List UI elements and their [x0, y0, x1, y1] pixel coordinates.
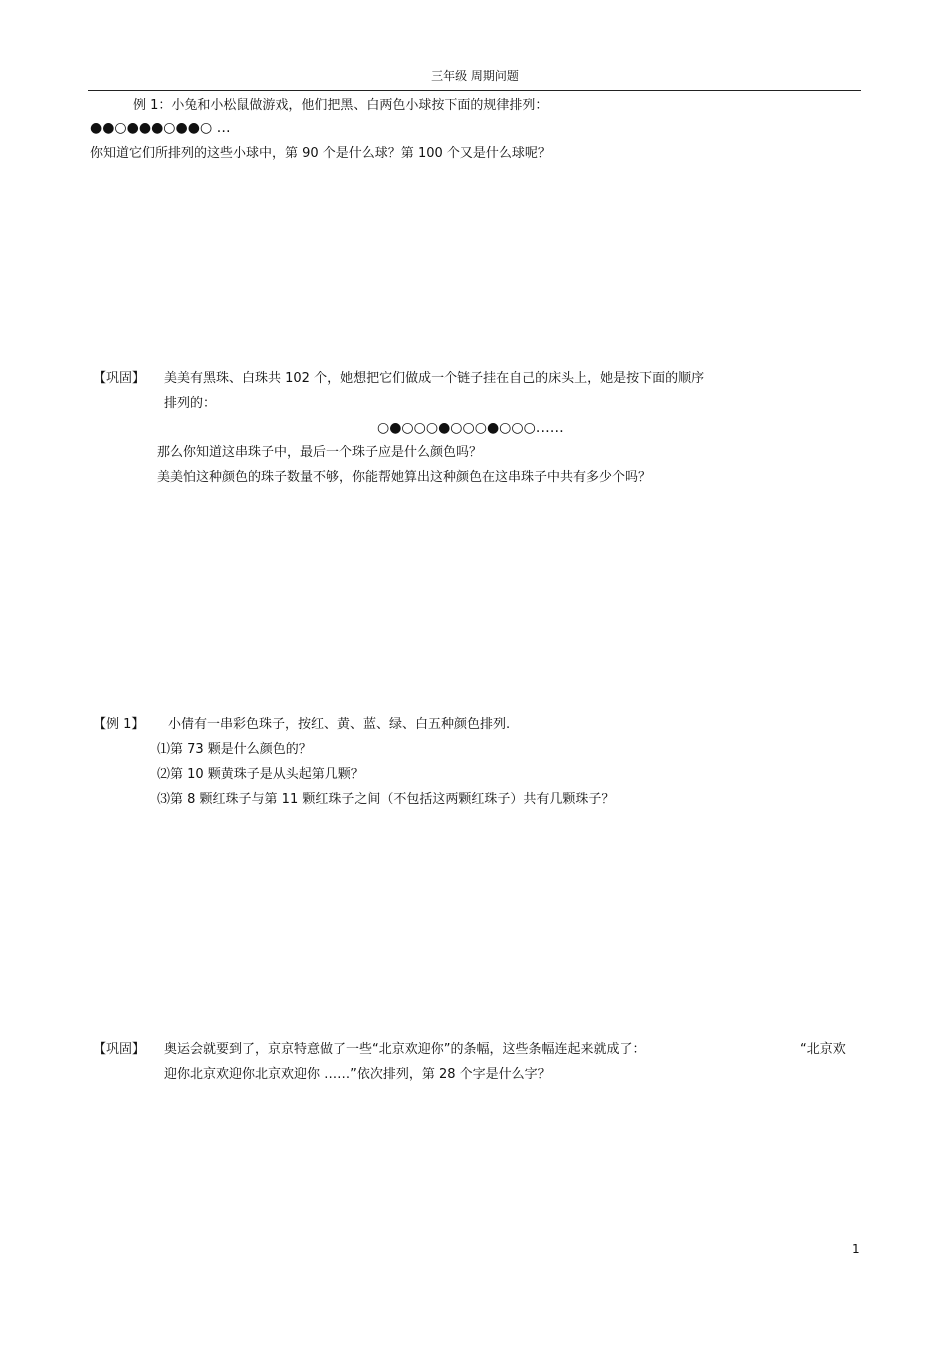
page-number: 1 [852, 1242, 860, 1256]
example1-question: 你知道它们所排列的这些小球中，第 90 个是什么球？第 100 个又是什么球呢？ [90, 146, 551, 161]
consolidation1-question1: 那么你知道这串珠子中，最后一个珠子应是什么颜色吗？ [157, 445, 483, 460]
example2-question2: ⑵第 10 颗黄珠子是从头起第几颗？ [157, 767, 364, 782]
consolidation2-line1-end: “北京欢 [800, 1042, 846, 1057]
consolidation2-line1: 奥运会就要到了，京京特意做了一些“北京欢迎你”的条幅，这些条幅连起来就成了： [164, 1042, 646, 1057]
consolidation1-question2: 美美怕这种颜色的珠子数量不够，你能帮她算出这种颜色在这串珠子中共有多少个吗？ [157, 470, 652, 485]
example1-intro: 例 1：小兔和小松鼠做游戏，他们把黑、白两色小球按下面的规律排列： [133, 98, 549, 113]
consolidation1-bead-pattern: ○●○○○●○○○●○○○…… [377, 420, 564, 436]
consolidation1-line1: 美美有黑珠、白珠共 102 个，她想把它们做成一个链子挂在自己的床头上，她是按下面的顺序 [164, 371, 705, 386]
consolidation1-line2: 排列的： [164, 396, 217, 411]
header-divider [88, 90, 861, 91]
example1-ball-pattern: ●●○●●●○●●○ … [90, 120, 231, 136]
consolidation2-line2: 迎你北京欢迎你北京欢迎你 ……”依次排列，第 28 个字是什么字？ [164, 1067, 551, 1082]
page-header-title: 三年级 周期问题 [431, 69, 519, 83]
example2-intro: 小倩有一串彩色珠子，按红、黄、蓝、绿、白五种颜色排列. [168, 717, 511, 732]
example2-tag: 【例 1】 [93, 717, 145, 732]
consolidation1-tag: 【巩固】 [93, 371, 146, 386]
example2-question1: ⑴第 73 颗是什么颜色的？ [157, 742, 312, 757]
consolidation2-tag: 【巩固】 [93, 1042, 146, 1057]
example2-question3: ⑶第 8 颗红珠子与第 11 颗红珠子之间（不包括这两颗红珠子）共有几颗珠子？ [157, 792, 615, 807]
